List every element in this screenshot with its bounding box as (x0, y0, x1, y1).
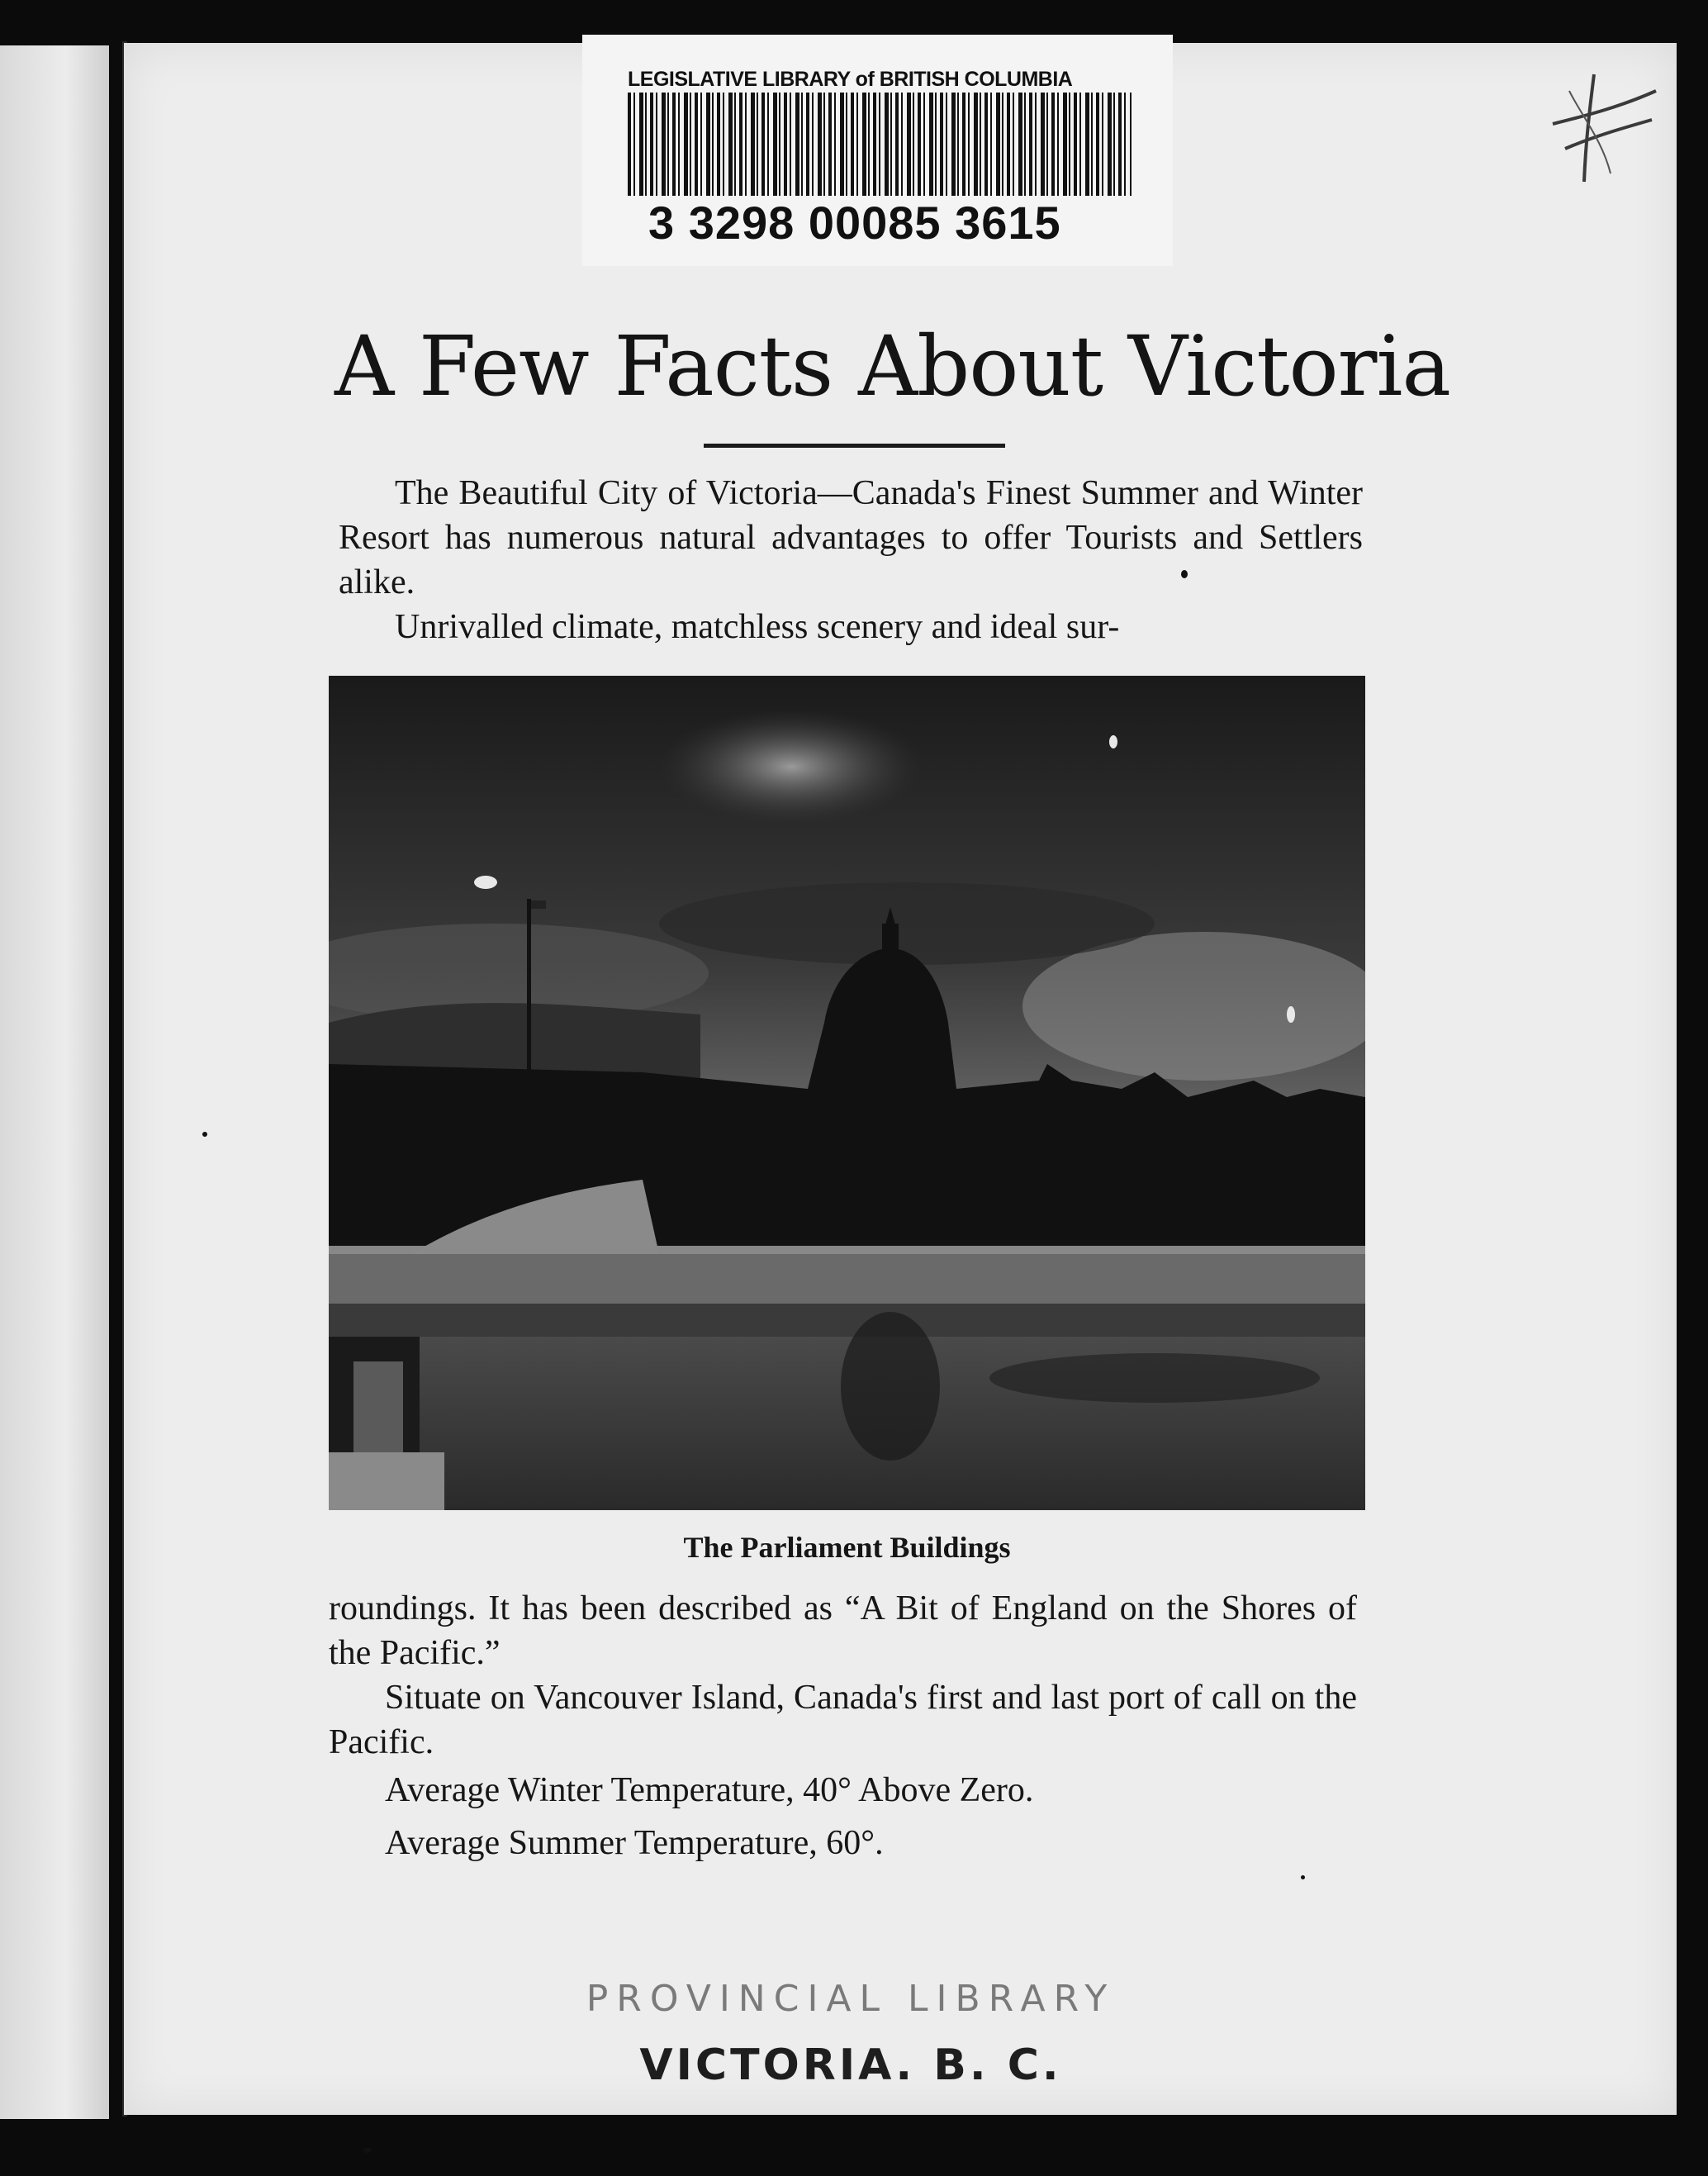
stamp-line-1: PROVINCIAL LIBRARY (586, 1978, 1116, 2020)
intro-paragraph-1: The Beautiful City of Victoria—Canada's Finest Summer and Winter Resort has numerous natural advantages to offer Tourists and Settlers alike. (339, 474, 1363, 601)
pencil-mark-icon (1544, 58, 1660, 190)
dust-speck (1301, 1875, 1305, 1879)
photo-caption: The Parliament Buildings (683, 1531, 1011, 1564)
continued-paragraph-2: Situate on Vancouver Island, Canada's first and last port of call on the Pacific. (329, 1679, 1357, 1761)
continued-paragraph-1: roundings. It has been described as “A Bit of England on the Shores of the Pacific.” (329, 1589, 1357, 1672)
parliament-buildings-photo (329, 676, 1365, 1510)
dust-speck (202, 1132, 207, 1137)
intro-text (339, 471, 1363, 649)
page-title: A Few Facts About Victoria (334, 318, 1451, 415)
barcode-library-name: LEGISLATIVE LIBRARY of BRITISH COLUMBIA (628, 68, 1073, 91)
title-divider (704, 444, 1005, 448)
intro-paragraph-2: Unrivalled climate, matchless scenery and ideal sur- (395, 608, 1120, 646)
library-barcode-label (582, 35, 1173, 266)
continued-text (329, 1586, 1357, 1765)
dust-speck (1181, 570, 1188, 578)
summer-temperature: Average Summer Temperature, 60°. (385, 1824, 884, 1862)
barcode-number: 3 3298 00085 3615 (648, 197, 1061, 249)
library-stamp (512, 1974, 1189, 2098)
parliament-photo-icon (329, 676, 1365, 1510)
winter-temperature: Average Winter Temperature, 40° Above Zero. (385, 1771, 1034, 1809)
temperature-text (329, 1768, 1357, 1874)
dust-speck (363, 2148, 372, 2153)
stamp-line-2: VICTORIA. B. C. (639, 2041, 1062, 2090)
barcode-icon (628, 93, 1132, 196)
adjacent-page-edge (0, 45, 109, 2119)
